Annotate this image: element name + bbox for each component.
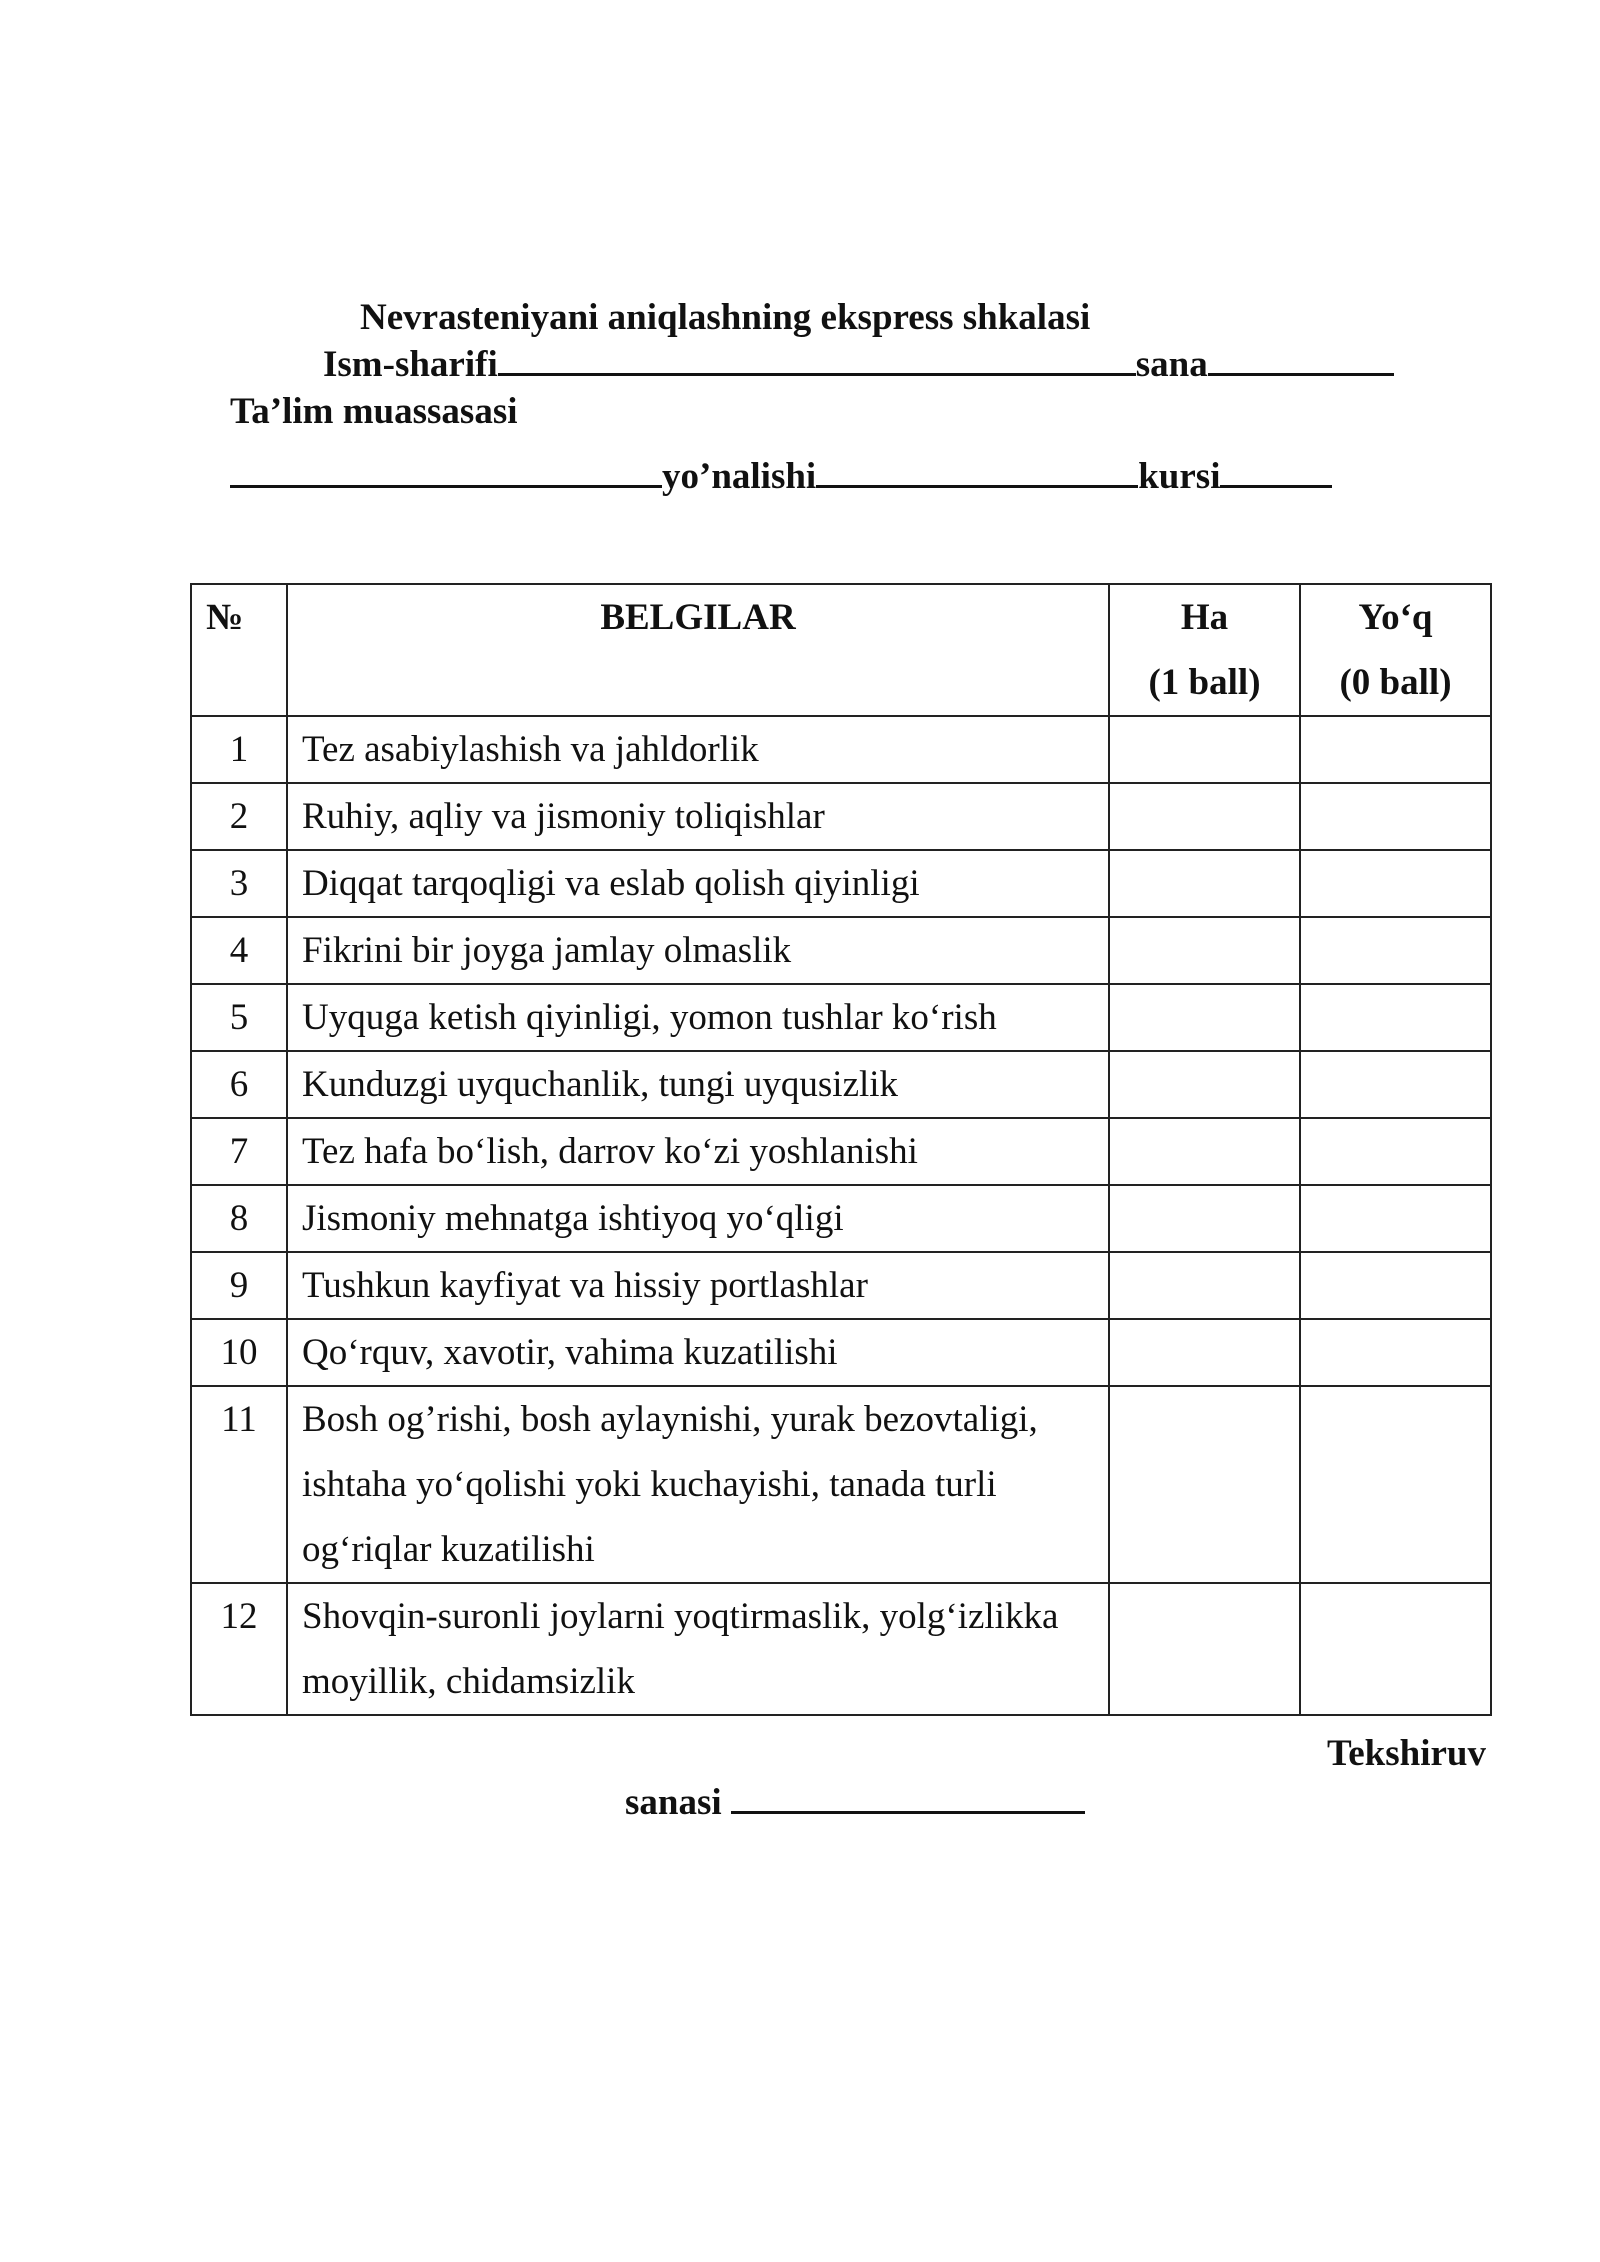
- yes-cell[interactable]: [1109, 850, 1300, 917]
- table-row: [191, 716, 1491, 783]
- no-cell[interactable]: [1300, 850, 1491, 917]
- yes-cell[interactable]: [1109, 1118, 1300, 1185]
- yes-cell[interactable]: [1109, 1185, 1300, 1252]
- no-cell[interactable]: [1300, 1386, 1491, 1583]
- header-yes-label: Ha: [1180, 597, 1229, 638]
- yes-cell[interactable]: [1109, 783, 1300, 850]
- date-field[interactable]: [1208, 341, 1394, 376]
- yes-cell[interactable]: [1109, 1051, 1300, 1118]
- table-row: [191, 783, 1491, 850]
- row-sign: Tez asabiylashish va jahldorlik: [287, 716, 1109, 783]
- table-header-row: [191, 584, 1491, 716]
- check-date-label: sanasi: [625, 1782, 722, 1823]
- check-date-line: [625, 1779, 1085, 1827]
- name-date-line: [323, 341, 1394, 389]
- check-date-field[interactable]: [731, 1779, 1085, 1814]
- table-row: [191, 1118, 1491, 1185]
- name-field[interactable]: [498, 341, 1136, 376]
- row-number: 9: [191, 1252, 287, 1319]
- row-number: 10: [191, 1319, 287, 1386]
- row-sign: Qo‘rquv, xavotir, vahima kuzatilishi: [287, 1319, 1109, 1386]
- no-cell[interactable]: [1300, 1252, 1491, 1319]
- row-number: 5: [191, 984, 287, 1051]
- course-field[interactable]: [1220, 453, 1332, 488]
- table-row: [191, 984, 1491, 1051]
- name-label: Ism-sharifi: [323, 344, 498, 385]
- header-yes-points: (1 ball): [1148, 662, 1261, 703]
- no-cell[interactable]: [1300, 716, 1491, 783]
- row-number: 3: [191, 850, 287, 917]
- table-row: [191, 1185, 1491, 1252]
- yes-cell[interactable]: [1109, 917, 1300, 984]
- row-sign: Uyquga ketish qiyinligi, yomon tushlar ko‘rish: [287, 984, 1109, 1051]
- row-number: 6: [191, 1051, 287, 1118]
- row-number: 7: [191, 1118, 287, 1185]
- symptom-table: [190, 583, 1492, 1716]
- table-row: [191, 1386, 1491, 1583]
- row-sign: Ruhiy, aqliy va jismoniy toliqishlar: [287, 783, 1109, 850]
- row-number: 1: [191, 716, 287, 783]
- no-cell[interactable]: [1300, 917, 1491, 984]
- no-cell[interactable]: [1300, 783, 1491, 850]
- row-number: 4: [191, 917, 287, 984]
- row-sign: Shovqin-suronli joylarni yoqtirmaslik, yolg‘izlikka moyillik, chidamsizlik: [287, 1583, 1109, 1715]
- no-cell[interactable]: [1300, 984, 1491, 1051]
- date-label: sana: [1135, 344, 1208, 385]
- no-cell[interactable]: [1300, 1118, 1491, 1185]
- row-number: 2: [191, 783, 287, 850]
- institution-direction-line: [230, 453, 1332, 501]
- yes-cell[interactable]: [1109, 1319, 1300, 1386]
- header-no-points: (0 ball): [1339, 662, 1452, 703]
- header-no-label: Yo‘q: [1358, 597, 1433, 638]
- header-signs: BELGILAR: [287, 584, 1109, 716]
- course-label: kursi: [1138, 456, 1221, 497]
- no-cell[interactable]: [1300, 1583, 1491, 1715]
- yes-cell[interactable]: [1109, 716, 1300, 783]
- row-sign: Jismoniy mehnatga ishtiyoq yo‘qligi: [287, 1185, 1109, 1252]
- institution-label: Ta’lim muassasasi: [230, 391, 518, 432]
- yes-cell[interactable]: [1109, 1252, 1300, 1319]
- row-number: 8: [191, 1185, 287, 1252]
- yes-cell[interactable]: [1109, 1583, 1300, 1715]
- row-number: 12: [191, 1583, 287, 1715]
- table-row: [191, 1583, 1491, 1715]
- check-label: Tekshiruv: [1326, 1733, 1486, 1774]
- row-sign: Diqqat tarqoqligi va eslab qolish qiyinligi: [287, 850, 1109, 917]
- header-num: №: [191, 584, 287, 716]
- header-no: [1300, 584, 1491, 716]
- row-number: 11: [191, 1386, 287, 1583]
- table-row: [191, 917, 1491, 984]
- row-sign: Bosh og’rishi, bosh aylaynishi, yurak bezovtaligi, ishtaha yo‘qolishi yoki kuchayishi, tanada turli og‘riqlar kuzatilishi: [287, 1386, 1109, 1583]
- row-sign: Tez hafa bo‘lish, darrov ko‘zi yoshlanishi: [287, 1118, 1109, 1185]
- form-title: Nevrasteniyani aniqlashning ekspress shkalasi: [360, 297, 1091, 338]
- no-cell[interactable]: [1300, 1185, 1491, 1252]
- no-cell[interactable]: [1300, 1319, 1491, 1386]
- institution-field[interactable]: [230, 453, 662, 488]
- header-yes: [1109, 584, 1300, 716]
- table-row: [191, 1051, 1491, 1118]
- yes-cell[interactable]: [1109, 984, 1300, 1051]
- direction-label: yo’nalishi: [662, 456, 817, 497]
- table-row: [191, 850, 1491, 917]
- row-sign: Fikrini bir joyga jamlay olmaslik: [287, 917, 1109, 984]
- row-sign: Tushkun kayfiyat va hissiy portlashlar: [287, 1252, 1109, 1319]
- row-sign: Kunduzgi uyquchanlik, tungi uyqusizlik: [287, 1051, 1109, 1118]
- direction-field[interactable]: [816, 453, 1138, 488]
- table-row: [191, 1252, 1491, 1319]
- table-row: [191, 1319, 1491, 1386]
- no-cell[interactable]: [1300, 1051, 1491, 1118]
- yes-cell[interactable]: [1109, 1386, 1300, 1583]
